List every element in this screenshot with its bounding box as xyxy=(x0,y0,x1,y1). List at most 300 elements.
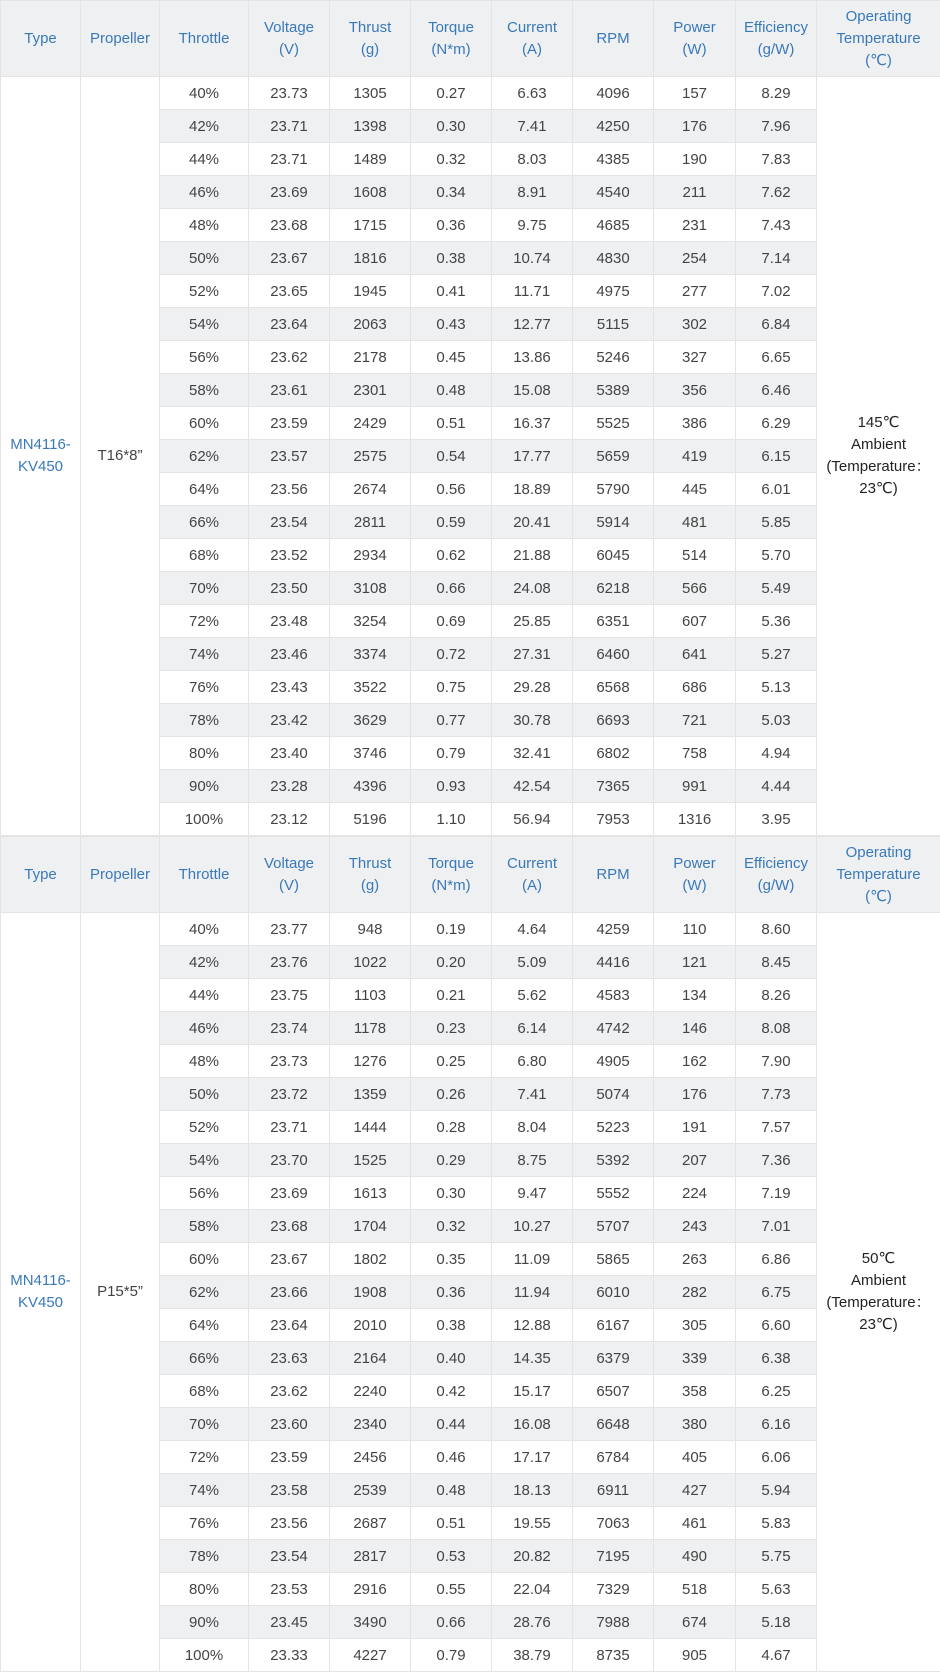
power-cell: 263 xyxy=(654,1243,736,1276)
torque-cell: 0.46 xyxy=(411,1441,492,1474)
throttle-cell: 56% xyxy=(160,1177,249,1210)
header-row xyxy=(1,1,940,77)
voltage-cell: 23.71 xyxy=(249,1111,330,1144)
voltage-cell: 23.61 xyxy=(249,374,330,407)
torque-cell: 0.54 xyxy=(411,440,492,473)
throttle-cell: 44% xyxy=(160,979,249,1012)
throttle-cell: 78% xyxy=(160,704,249,737)
header-current-line: (A) xyxy=(492,875,572,897)
current-cell: 6.14 xyxy=(492,1012,573,1045)
efficiency-cell: 7.01 xyxy=(736,1210,817,1243)
thrust-cell: 1103 xyxy=(330,979,411,1012)
header-efficiency-line: (g/W) xyxy=(736,39,816,61)
throttle-cell: 42% xyxy=(160,946,249,979)
voltage-cell: 23.74 xyxy=(249,1012,330,1045)
rpm-cell: 6648 xyxy=(573,1408,654,1441)
voltage-cell: 23.42 xyxy=(249,704,330,737)
torque-cell: 0.38 xyxy=(411,1309,492,1342)
rpm-cell: 7063 xyxy=(573,1507,654,1540)
voltage-cell: 23.52 xyxy=(249,539,330,572)
current-cell: 8.04 xyxy=(492,1111,573,1144)
current-cell: 11.94 xyxy=(492,1276,573,1309)
header-thrust-line: Thrust xyxy=(330,853,410,875)
thrust-cell: 1715 xyxy=(330,209,411,242)
header-efficiency-line: Efficiency xyxy=(736,17,816,39)
header-voltage-line: (V) xyxy=(249,39,329,61)
thrust-cell: 2456 xyxy=(330,1441,411,1474)
throttle-cell: 74% xyxy=(160,638,249,671)
voltage-cell: 23.70 xyxy=(249,1144,330,1177)
header-rpm xyxy=(573,1,654,77)
power-cell: 686 xyxy=(654,671,736,704)
efficiency-cell: 5.27 xyxy=(736,638,817,671)
thrust-cell: 2178 xyxy=(330,341,411,374)
rpm-cell: 5790 xyxy=(573,473,654,506)
operating-temperature-line: 23℃) xyxy=(817,478,940,500)
power-cell: 224 xyxy=(654,1177,736,1210)
current-cell: 11.71 xyxy=(492,275,573,308)
header-type-line: Type xyxy=(1,28,80,50)
rpm-cell: 5115 xyxy=(573,308,654,341)
torque-cell: 0.77 xyxy=(411,704,492,737)
voltage-cell: 23.71 xyxy=(249,110,330,143)
header-thrust-line: Thrust xyxy=(330,17,410,39)
power-cell: 231 xyxy=(654,209,736,242)
power-cell: 1316 xyxy=(654,803,736,836)
voltage-cell: 23.45 xyxy=(249,1606,330,1639)
power-cell: 461 xyxy=(654,1507,736,1540)
voltage-cell: 23.72 xyxy=(249,1078,330,1111)
throttle-cell: 74% xyxy=(160,1474,249,1507)
efficiency-cell: 6.01 xyxy=(736,473,817,506)
thrust-cell: 1816 xyxy=(330,242,411,275)
rpm-cell: 4259 xyxy=(573,913,654,946)
efficiency-cell: 6.06 xyxy=(736,1441,817,1474)
throttle-cell: 56% xyxy=(160,341,249,374)
power-cell: 514 xyxy=(654,539,736,572)
header-thrust-line: (g) xyxy=(330,39,410,61)
torque-cell: 0.38 xyxy=(411,242,492,275)
rpm-cell: 5223 xyxy=(573,1111,654,1144)
rpm-cell: 4742 xyxy=(573,1012,654,1045)
rpm-cell: 5392 xyxy=(573,1144,654,1177)
throttle-cell: 80% xyxy=(160,1573,249,1606)
efficiency-cell: 8.08 xyxy=(736,1012,817,1045)
voltage-cell: 23.43 xyxy=(249,671,330,704)
power-cell: 481 xyxy=(654,506,736,539)
rpm-cell: 6693 xyxy=(573,704,654,737)
thrust-cell: 2811 xyxy=(330,506,411,539)
rpm-cell: 6379 xyxy=(573,1342,654,1375)
type-line: KV450 xyxy=(1,1292,80,1314)
throttle-cell: 64% xyxy=(160,1309,249,1342)
header-propeller xyxy=(81,837,160,913)
current-cell: 24.08 xyxy=(492,572,573,605)
current-cell: 42.54 xyxy=(492,770,573,803)
throttle-cell: 52% xyxy=(160,1111,249,1144)
power-cell: 641 xyxy=(654,638,736,671)
efficiency-cell: 7.62 xyxy=(736,176,817,209)
thrust-cell: 5196 xyxy=(330,803,411,836)
header-thrust-line: (g) xyxy=(330,875,410,897)
torque-cell: 0.48 xyxy=(411,374,492,407)
rpm-cell: 5246 xyxy=(573,341,654,374)
power-cell: 674 xyxy=(654,1606,736,1639)
efficiency-cell: 8.45 xyxy=(736,946,817,979)
torque-cell: 0.62 xyxy=(411,539,492,572)
rpm-cell: 6802 xyxy=(573,737,654,770)
rpm-cell: 5552 xyxy=(573,1177,654,1210)
header-operating-temperature-line: Operating xyxy=(817,842,940,864)
header-propeller-line: Propeller xyxy=(81,864,159,886)
thrust-cell: 1704 xyxy=(330,1210,411,1243)
rpm-cell: 4385 xyxy=(573,143,654,176)
current-cell: 16.37 xyxy=(492,407,573,440)
throttle-cell: 40% xyxy=(160,77,249,110)
operating-temperature-line: 50℃ xyxy=(817,1248,940,1270)
thrust-cell: 2539 xyxy=(330,1474,411,1507)
header-voltage-line: Voltage xyxy=(249,17,329,39)
torque-cell: 0.72 xyxy=(411,638,492,671)
efficiency-cell: 6.29 xyxy=(736,407,817,440)
throttle-cell: 44% xyxy=(160,143,249,176)
voltage-cell: 23.73 xyxy=(249,77,330,110)
header-operating-temperature xyxy=(817,837,940,913)
thrust-cell: 3490 xyxy=(330,1606,411,1639)
power-cell: 277 xyxy=(654,275,736,308)
current-cell: 8.03 xyxy=(492,143,573,176)
thrust-cell: 2687 xyxy=(330,1507,411,1540)
efficiency-cell: 5.94 xyxy=(736,1474,817,1507)
voltage-cell: 23.58 xyxy=(249,1474,330,1507)
rpm-cell: 7195 xyxy=(573,1540,654,1573)
voltage-cell: 23.64 xyxy=(249,308,330,341)
header-operating-temperature-line: Temperature xyxy=(817,864,940,886)
throttle-cell: 100% xyxy=(160,803,249,836)
throttle-cell: 40% xyxy=(160,913,249,946)
power-cell: 327 xyxy=(654,341,736,374)
current-cell: 7.41 xyxy=(492,1078,573,1111)
header-throttle xyxy=(160,837,249,913)
header-torque-line: Torque xyxy=(411,853,491,875)
torque-cell: 0.34 xyxy=(411,176,492,209)
voltage-cell: 23.63 xyxy=(249,1342,330,1375)
voltage-cell: 23.53 xyxy=(249,1573,330,1606)
power-cell: 905 xyxy=(654,1639,736,1672)
header-propeller xyxy=(81,1,160,77)
power-cell: 162 xyxy=(654,1045,736,1078)
torque-cell: 0.35 xyxy=(411,1243,492,1276)
efficiency-cell: 8.26 xyxy=(736,979,817,1012)
current-cell: 10.74 xyxy=(492,242,573,275)
current-cell: 12.77 xyxy=(492,308,573,341)
throttle-cell: 58% xyxy=(160,1210,249,1243)
power-cell: 134 xyxy=(654,979,736,1012)
voltage-cell: 23.57 xyxy=(249,440,330,473)
torque-cell: 0.59 xyxy=(411,506,492,539)
type-line: KV450 xyxy=(1,456,80,478)
efficiency-cell: 7.73 xyxy=(736,1078,817,1111)
rpm-cell: 4905 xyxy=(573,1045,654,1078)
throttle-cell: 52% xyxy=(160,275,249,308)
rpm-cell: 4685 xyxy=(573,209,654,242)
torque-cell: 0.66 xyxy=(411,1606,492,1639)
current-cell: 7.41 xyxy=(492,110,573,143)
throttle-cell: 66% xyxy=(160,1342,249,1375)
efficiency-cell: 5.03 xyxy=(736,704,817,737)
throttle-cell: 46% xyxy=(160,1012,249,1045)
torque-cell: 0.69 xyxy=(411,605,492,638)
efficiency-cell: 7.19 xyxy=(736,1177,817,1210)
torque-cell: 0.32 xyxy=(411,143,492,176)
header-operating-temperature xyxy=(817,1,940,77)
thrust-cell: 1178 xyxy=(330,1012,411,1045)
current-cell: 17.17 xyxy=(492,1441,573,1474)
throttle-cell: 58% xyxy=(160,374,249,407)
thrust-cell: 2340 xyxy=(330,1408,411,1441)
header-type-line: Type xyxy=(1,864,80,886)
torque-cell: 0.66 xyxy=(411,572,492,605)
current-cell: 8.75 xyxy=(492,1144,573,1177)
throttle-cell: 54% xyxy=(160,1144,249,1177)
efficiency-cell: 6.46 xyxy=(736,374,817,407)
torque-cell: 0.79 xyxy=(411,737,492,770)
throttle-cell: 68% xyxy=(160,1375,249,1408)
power-cell: 518 xyxy=(654,1573,736,1606)
header-torque xyxy=(411,837,492,913)
header-propeller-line: Propeller xyxy=(81,28,159,50)
current-cell: 25.85 xyxy=(492,605,573,638)
thrust-cell: 3108 xyxy=(330,572,411,605)
efficiency-cell: 5.85 xyxy=(736,506,817,539)
header-current-line: Current xyxy=(492,853,572,875)
header-rpm-line: RPM xyxy=(573,864,653,886)
throttle-cell: 72% xyxy=(160,605,249,638)
throttle-cell: 68% xyxy=(160,539,249,572)
current-cell: 38.79 xyxy=(492,1639,573,1672)
voltage-cell: 23.71 xyxy=(249,143,330,176)
propeller-cell: T16*8” xyxy=(81,77,160,836)
thrust-cell: 1608 xyxy=(330,176,411,209)
current-cell: 32.41 xyxy=(492,737,573,770)
propeller-cell: P15*5” xyxy=(81,913,160,1672)
efficiency-cell: 6.84 xyxy=(736,308,817,341)
rpm-cell: 4416 xyxy=(573,946,654,979)
rpm-cell: 6045 xyxy=(573,539,654,572)
power-cell: 566 xyxy=(654,572,736,605)
header-efficiency xyxy=(736,837,817,913)
rpm-cell: 5914 xyxy=(573,506,654,539)
torque-cell: 0.48 xyxy=(411,1474,492,1507)
rpm-cell: 7365 xyxy=(573,770,654,803)
torque-cell: 0.51 xyxy=(411,407,492,440)
efficiency-cell: 5.36 xyxy=(736,605,817,638)
rpm-cell: 5389 xyxy=(573,374,654,407)
power-cell: 302 xyxy=(654,308,736,341)
header-throttle xyxy=(160,1,249,77)
thrust-cell: 4396 xyxy=(330,770,411,803)
torque-cell: 0.79 xyxy=(411,1639,492,1672)
header-thrust xyxy=(330,1,411,77)
thrust-cell: 2301 xyxy=(330,374,411,407)
voltage-cell: 23.66 xyxy=(249,1276,330,1309)
thrust-cell: 1613 xyxy=(330,1177,411,1210)
voltage-cell: 23.59 xyxy=(249,407,330,440)
thrust-cell: 2817 xyxy=(330,1540,411,1573)
voltage-cell: 23.46 xyxy=(249,638,330,671)
header-torque xyxy=(411,1,492,77)
thrust-cell: 1276 xyxy=(330,1045,411,1078)
thrust-cell: 2674 xyxy=(330,473,411,506)
voltage-cell: 23.54 xyxy=(249,1540,330,1573)
header-voltage-line: (V) xyxy=(249,875,329,897)
current-cell: 15.08 xyxy=(492,374,573,407)
header-voltage xyxy=(249,1,330,77)
rpm-cell: 5525 xyxy=(573,407,654,440)
power-cell: 207 xyxy=(654,1144,736,1177)
rpm-cell: 5865 xyxy=(573,1243,654,1276)
type-line: MN4116- xyxy=(1,1270,80,1292)
thrust-cell: 2164 xyxy=(330,1342,411,1375)
torque-cell: 0.29 xyxy=(411,1144,492,1177)
efficiency-cell: 5.70 xyxy=(736,539,817,572)
power-cell: 991 xyxy=(654,770,736,803)
torque-cell: 0.42 xyxy=(411,1375,492,1408)
efficiency-cell: 7.96 xyxy=(736,110,817,143)
torque-cell: 0.25 xyxy=(411,1045,492,1078)
current-cell: 30.78 xyxy=(492,704,573,737)
torque-cell: 0.55 xyxy=(411,1573,492,1606)
torque-cell: 0.30 xyxy=(411,110,492,143)
operating-temperature-line: 23℃) xyxy=(817,1314,940,1336)
throttle-cell: 46% xyxy=(160,176,249,209)
efficiency-cell: 6.16 xyxy=(736,1408,817,1441)
throttle-cell: 62% xyxy=(160,440,249,473)
efficiency-cell: 7.36 xyxy=(736,1144,817,1177)
voltage-cell: 23.69 xyxy=(249,176,330,209)
rpm-cell: 4975 xyxy=(573,275,654,308)
header-rpm xyxy=(573,837,654,913)
torque-cell: 0.20 xyxy=(411,946,492,979)
throttle-cell: 50% xyxy=(160,1078,249,1111)
torque-cell: 0.36 xyxy=(411,209,492,242)
throttle-cell: 90% xyxy=(160,770,249,803)
thrust-cell: 2240 xyxy=(330,1375,411,1408)
header-power-line: (W) xyxy=(654,875,735,897)
current-cell: 12.88 xyxy=(492,1309,573,1342)
header-operating-temperature-line: (℃) xyxy=(817,50,940,72)
thrust-cell: 2916 xyxy=(330,1573,411,1606)
efficiency-cell: 6.25 xyxy=(736,1375,817,1408)
current-cell: 22.04 xyxy=(492,1573,573,1606)
rpm-cell: 5659 xyxy=(573,440,654,473)
power-cell: 386 xyxy=(654,407,736,440)
efficiency-cell: 4.94 xyxy=(736,737,817,770)
current-cell: 8.91 xyxy=(492,176,573,209)
throttle-cell: 42% xyxy=(160,110,249,143)
header-power xyxy=(654,837,736,913)
throttle-cell: 48% xyxy=(160,209,249,242)
voltage-cell: 23.33 xyxy=(249,1639,330,1672)
header-current xyxy=(492,1,573,77)
voltage-cell: 23.62 xyxy=(249,1375,330,1408)
voltage-cell: 23.68 xyxy=(249,1210,330,1243)
header-thrust xyxy=(330,837,411,913)
header-power-line: Power xyxy=(654,17,735,39)
efficiency-cell: 6.65 xyxy=(736,341,817,374)
torque-cell: 0.21 xyxy=(411,979,492,1012)
thrust-cell: 1022 xyxy=(330,946,411,979)
thrust-cell: 1305 xyxy=(330,77,411,110)
current-cell: 56.94 xyxy=(492,803,573,836)
header-throttle-line: Throttle xyxy=(160,864,248,886)
thrust-cell: 1908 xyxy=(330,1276,411,1309)
header-current xyxy=(492,837,573,913)
power-cell: 176 xyxy=(654,1078,736,1111)
rpm-cell: 4830 xyxy=(573,242,654,275)
rpm-cell: 6784 xyxy=(573,1441,654,1474)
throttle-cell: 62% xyxy=(160,1276,249,1309)
power-cell: 190 xyxy=(654,143,736,176)
header-throttle-line: Throttle xyxy=(160,28,248,50)
header-voltage-line: Voltage xyxy=(249,853,329,875)
efficiency-cell: 5.63 xyxy=(736,1573,817,1606)
header-operating-temperature-line: Temperature xyxy=(817,28,940,50)
current-cell: 20.41 xyxy=(492,506,573,539)
efficiency-cell: 8.60 xyxy=(736,913,817,946)
power-cell: 427 xyxy=(654,1474,736,1507)
current-cell: 20.82 xyxy=(492,1540,573,1573)
rpm-cell: 4250 xyxy=(573,110,654,143)
operating-temperature-cell xyxy=(817,77,940,836)
efficiency-cell: 6.75 xyxy=(736,1276,817,1309)
power-cell: 356 xyxy=(654,374,736,407)
current-cell: 19.55 xyxy=(492,1507,573,1540)
operating-temperature-line: (Temperature： xyxy=(817,1292,940,1314)
current-cell: 18.13 xyxy=(492,1474,573,1507)
power-cell: 380 xyxy=(654,1408,736,1441)
header-power-line: (W) xyxy=(654,39,735,61)
efficiency-cell: 5.75 xyxy=(736,1540,817,1573)
efficiency-cell: 7.90 xyxy=(736,1045,817,1078)
type-cell xyxy=(1,77,81,836)
header-torque-line: (N*m) xyxy=(411,875,491,897)
throttle-cell: 54% xyxy=(160,308,249,341)
torque-cell: 0.26 xyxy=(411,1078,492,1111)
thrust-cell: 1444 xyxy=(330,1111,411,1144)
header-voltage xyxy=(249,837,330,913)
header-torque-line: Torque xyxy=(411,17,491,39)
voltage-cell: 23.40 xyxy=(249,737,330,770)
power-cell: 146 xyxy=(654,1012,736,1045)
rpm-cell: 4096 xyxy=(573,77,654,110)
thrust-cell: 2429 xyxy=(330,407,411,440)
torque-cell: 0.23 xyxy=(411,1012,492,1045)
efficiency-cell: 3.95 xyxy=(736,803,817,836)
throttle-cell: 50% xyxy=(160,242,249,275)
throttle-cell: 100% xyxy=(160,1639,249,1672)
motor-test-table xyxy=(0,836,940,1672)
efficiency-cell: 5.83 xyxy=(736,1507,817,1540)
rpm-cell: 6010 xyxy=(573,1276,654,1309)
torque-cell: 0.93 xyxy=(411,770,492,803)
torque-cell: 1.10 xyxy=(411,803,492,836)
torque-cell: 0.53 xyxy=(411,1540,492,1573)
header-torque-line: (N*m) xyxy=(411,39,491,61)
throttle-cell: 66% xyxy=(160,506,249,539)
rpm-cell: 5707 xyxy=(573,1210,654,1243)
voltage-cell: 23.67 xyxy=(249,1243,330,1276)
